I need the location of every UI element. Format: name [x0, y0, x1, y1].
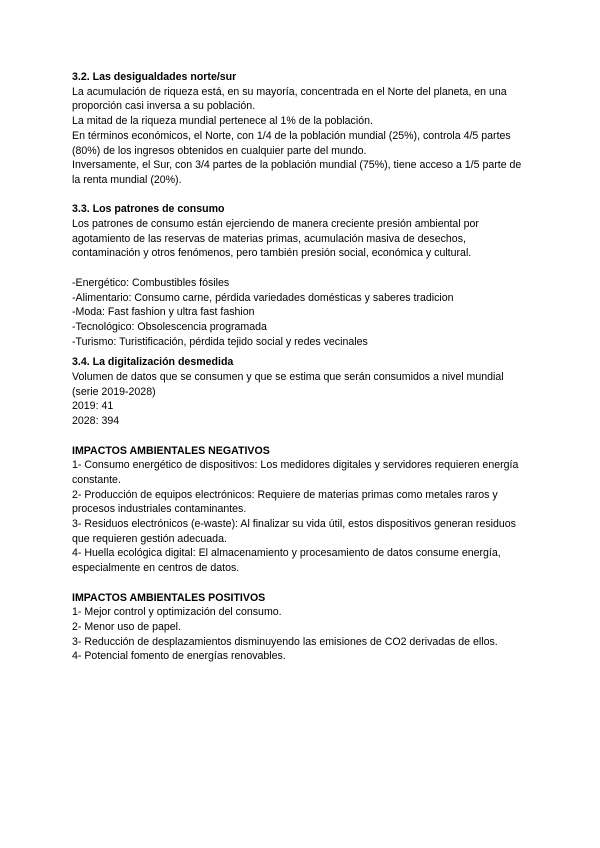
list-item: -Alimentario: Consumo carne, pérdida variedades domésticas y saberes tradicion [72, 291, 454, 304]
paragraph: La acumulación de riqueza está, en su mayoría, concentrada en el Norte del planeta, en una proporción casi inversa a su población. [72, 85, 507, 113]
paragraph: Inversamente, el Sur, con 3/4 partes de la población mundial (75%), tiene acceso a 1/5 parte de la renta mundial (20%). [72, 159, 522, 186]
paragraph: En términos económicos, el Norte, con 1/4 de la población mundial (25%), controla 4/5 partes (80%) de los ingresos obtenidos en cualquier parte del mundo. [72, 129, 511, 157]
section-digitalizacion [72, 355, 532, 429]
section-title-patrones: 3.3. Los patrones de consumo [72, 203, 225, 216]
list-item: 2- Producción de equipos electrónicos: Requiere de materias primas como metales raros y procesos industriales contaminantes. [72, 488, 498, 516]
list-item: -Tecnológico: Obsolescencia programada [72, 320, 267, 333]
list-item: 3- Residuos electrónicos (e-waste): Al finalizar su vida útil, estos dispositivos generan residuos que requieren gestión adecuada. [72, 518, 516, 545]
list-item: 4- Huella ecológica digital: El almacenamiento y procesamiento de datos consume energía, especialmente en centros de datos. [72, 547, 501, 575]
document-page [72, 70, 532, 664]
list-item: -Moda: Fast fashion y ultra fast fashion [72, 306, 255, 319]
section-title-desigualdades: 3.2. Las desigualdades norte/sur [72, 71, 237, 83]
data-value-2028: 2028: 394 [72, 415, 120, 428]
paragraph: Los patrones de consumo están ejerciendo de manera creciente presión ambiental por agotamiento de las reservas de materias primas, acumulación masiva de desechos, contaminación y otros fenómenos, pero también presión social, económica y cultural. [72, 218, 479, 260]
list-item: 2- Menor uso de papel. [72, 620, 181, 633]
section-title-digitalizacion: 3.4. La digitalización desmedida [72, 356, 234, 369]
section-patrones-consumo [72, 202, 532, 349]
data-value-2019: 2019: 41 [72, 400, 114, 413]
section-impactos-positivos [72, 591, 532, 665]
section-title-impactos-negativos: IMPACTOS AMBIENTALES NEGATIVOS [72, 444, 270, 457]
paragraph: La mitad de la riqueza mundial pertenece al 1% de la población. [72, 115, 373, 128]
paragraph: Volumen de datos que se consumen y que se estima que serán consumidos a nivel mundial (serie 2019-2028) [72, 371, 504, 398]
section-desigualdades [72, 70, 532, 188]
list-item: 1- Consumo energético de dispositivos: Los medidores digitales y servidores requieren energía constante. [72, 459, 519, 486]
list-item: -Energético: Combustibles fósiles [72, 276, 230, 289]
list-item: 4- Potencial fomento de energías renovables. [72, 650, 286, 663]
list-item: 3- Reducción de desplazamientos disminuyendo las emisiones de CO2 derivadas de ellos. [72, 635, 498, 648]
list-item: 1- Mejor control y optimización del consumo. [72, 606, 282, 619]
section-title-impactos-positivos: IMPACTOS AMBIENTALES POSITIVOS [72, 591, 266, 604]
section-impactos-negativos [72, 444, 532, 576]
list-item: -Turismo: Turistificación, pérdida tejido social y redes vecinales [72, 335, 368, 348]
